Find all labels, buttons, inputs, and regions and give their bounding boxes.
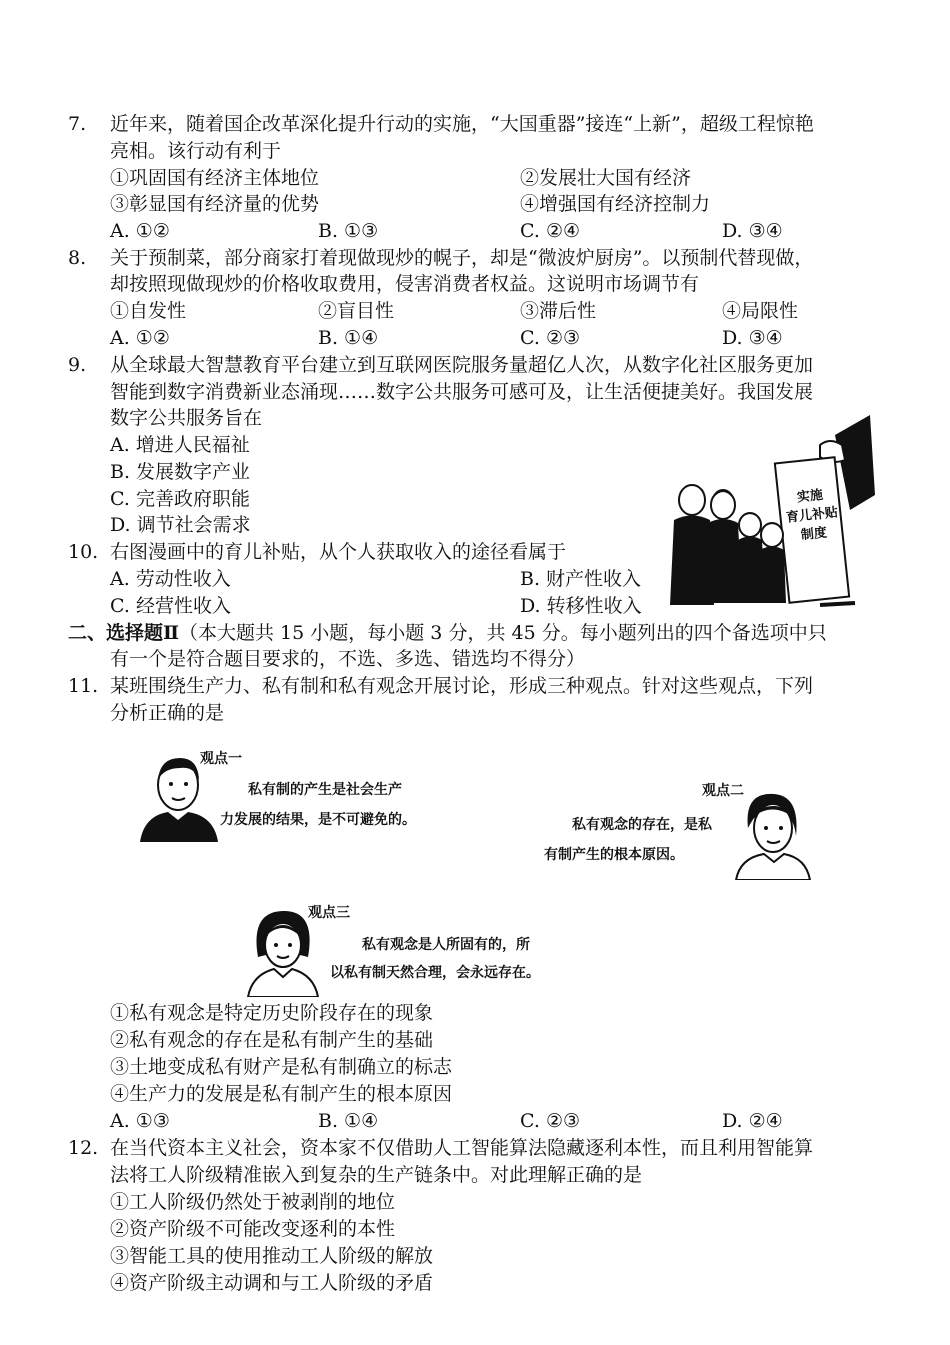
question-stem: 右图漫画中的育儿补贴，从个人获取收入的途径看属于 <box>110 541 567 563</box>
option-c: C. ②③ <box>520 1110 581 1132</box>
question-number: 7. <box>68 113 87 135</box>
option-b: B. 发展数字产业 <box>110 461 251 483</box>
statement-2: ②私有观念的存在是私有制产生的基础 <box>110 1029 434 1051</box>
section-title: 二、选择题Ⅱ <box>68 622 180 644</box>
option-b: B. ①④ <box>318 1110 379 1132</box>
section-desc: 有一个是符合题目要求的，不选、多选、错选均不得分） <box>110 648 586 670</box>
question-stem: 从全球最大智慧教育平台建立到互联网医院服务量超亿人次，从数字化社区服务更加 <box>110 354 814 376</box>
question-stem: 法将工人阶级精准嵌入到复杂的生产链条中。对此理解正确的是 <box>110 1164 643 1186</box>
option-a: A. ①② <box>110 220 170 242</box>
statement-3: ③彰显国有经济量的优势 <box>110 193 320 215</box>
question-number: 8. <box>68 247 87 269</box>
statement-1: ①工人阶级仍然处于被剥削的地位 <box>110 1191 396 1213</box>
option-d: D. 调节社会需求 <box>110 514 251 536</box>
option-b: B. ①③ <box>318 220 379 242</box>
statement-2: ②发展壮大国有经济 <box>520 167 692 189</box>
statement-4: ④增强国有经济控制力 <box>520 193 711 215</box>
option-d: D. 转移性收入 <box>520 595 642 617</box>
question-number: 10. <box>68 541 99 563</box>
statement-2: ②资产阶级不可能改变逐利的本性 <box>110 1218 396 1240</box>
question-stem: 关于预制菜，部分商家打着现做现炒的幌子，却是“微波炉厨房”。以预制代替现做， <box>110 247 814 269</box>
option-a: A. ①③ <box>110 1110 170 1132</box>
cartoon-sign <box>783 484 841 546</box>
statement-2: ②盲目性 <box>318 300 395 322</box>
question-stem: 智能到数字消费新业态涌现……数字公共服务可感可及，让生活便捷美好。我国发展 <box>110 381 814 403</box>
view-3-text: 以私有制天然合理，会永远存在。 <box>330 965 540 981</box>
view-2-text: 有制产生的根本原因。 <box>544 847 684 863</box>
question-number: 9. <box>68 354 87 376</box>
statement-1: ①巩固国有经济主体地位 <box>110 167 320 189</box>
option-b: B. ①④ <box>318 327 379 349</box>
view-1-text: 私有制的产生是社会生产 <box>248 782 402 798</box>
statement-3: ③土地变成私有财产是私有制确立的标志 <box>110 1056 453 1078</box>
sign-text: 制度 <box>800 525 828 544</box>
option-d: D. ③④ <box>722 327 783 349</box>
option-d: D. ②④ <box>722 1110 783 1132</box>
statement-1: ①自发性 <box>110 300 187 322</box>
view-3-label: 观点三 <box>308 905 350 921</box>
option-c: C. 完善政府职能 <box>110 488 250 510</box>
statement-1: ①私有观念是特定历史阶段存在的现象 <box>110 1002 434 1024</box>
question-number: 12. <box>68 1137 99 1159</box>
view-2-text: 私有观念的存在，是私 <box>572 817 712 833</box>
option-a: A. 增进人民福祉 <box>110 434 250 456</box>
sign-text: 实施 <box>796 487 824 506</box>
view-2-label: 观点二 <box>702 783 744 799</box>
option-d: D. ③④ <box>722 220 783 242</box>
childcare-subsidy-cartoon <box>670 415 875 615</box>
statement-3: ③智能工具的使用推动工人阶级的解放 <box>110 1245 434 1267</box>
option-b: B. 财产性收入 <box>520 568 642 590</box>
statement-3: ③滞后性 <box>520 300 597 322</box>
statement-4: ④资产阶级主动调和与工人阶级的矛盾 <box>110 1272 434 1294</box>
statement-4: ④生产力的发展是私有制产生的根本原因 <box>110 1083 453 1105</box>
question-stem: 亮相。该行动有利于 <box>110 140 282 162</box>
question-number: 11. <box>68 675 99 697</box>
question-stem: 在当代资本主义社会，资本家不仅借助人工智能算法隐藏逐利本性，而且利用智能算 <box>110 1137 814 1159</box>
option-a: A. ①② <box>110 327 170 349</box>
sign-text: 育儿补贴 <box>785 505 839 526</box>
question-stem: 某班围绕生产力、私有制和私有观念开展讨论，形成三种观点。针对这些观点，下列 <box>110 675 814 697</box>
question-stem: 却按照现做现炒的价格收取费用，侵害消费者权益。这说明市场调节有 <box>110 273 700 295</box>
question-stem: 分析正确的是 <box>110 702 225 724</box>
section-2-line1 <box>68 620 827 646</box>
option-c: C. 经营性收入 <box>110 595 231 617</box>
question-stem: 近年来，随着国企改革深化提升行动的实施，“大国重器”接连“上新”，超级工程惊艳 <box>110 113 814 135</box>
statement-4: ④局限性 <box>722 300 799 322</box>
option-c: C. ②④ <box>520 220 581 242</box>
view-1-label: 观点一 <box>200 751 242 767</box>
view-3-text: 私有观念是人所固有的，所 <box>362 937 530 953</box>
option-c: C. ②③ <box>520 327 581 349</box>
option-a: A. 劳动性收入 <box>110 568 231 590</box>
section-desc: （本大题共 15 小题，每小题 3 分，共 45 分。每小题列出的四个备选项中只 <box>179 622 827 644</box>
student-2-portrait <box>730 788 812 880</box>
view-1-text: 力发展的结果，是不可避免的。 <box>220 812 416 828</box>
question-stem: 数字公共服务旨在 <box>110 407 263 429</box>
